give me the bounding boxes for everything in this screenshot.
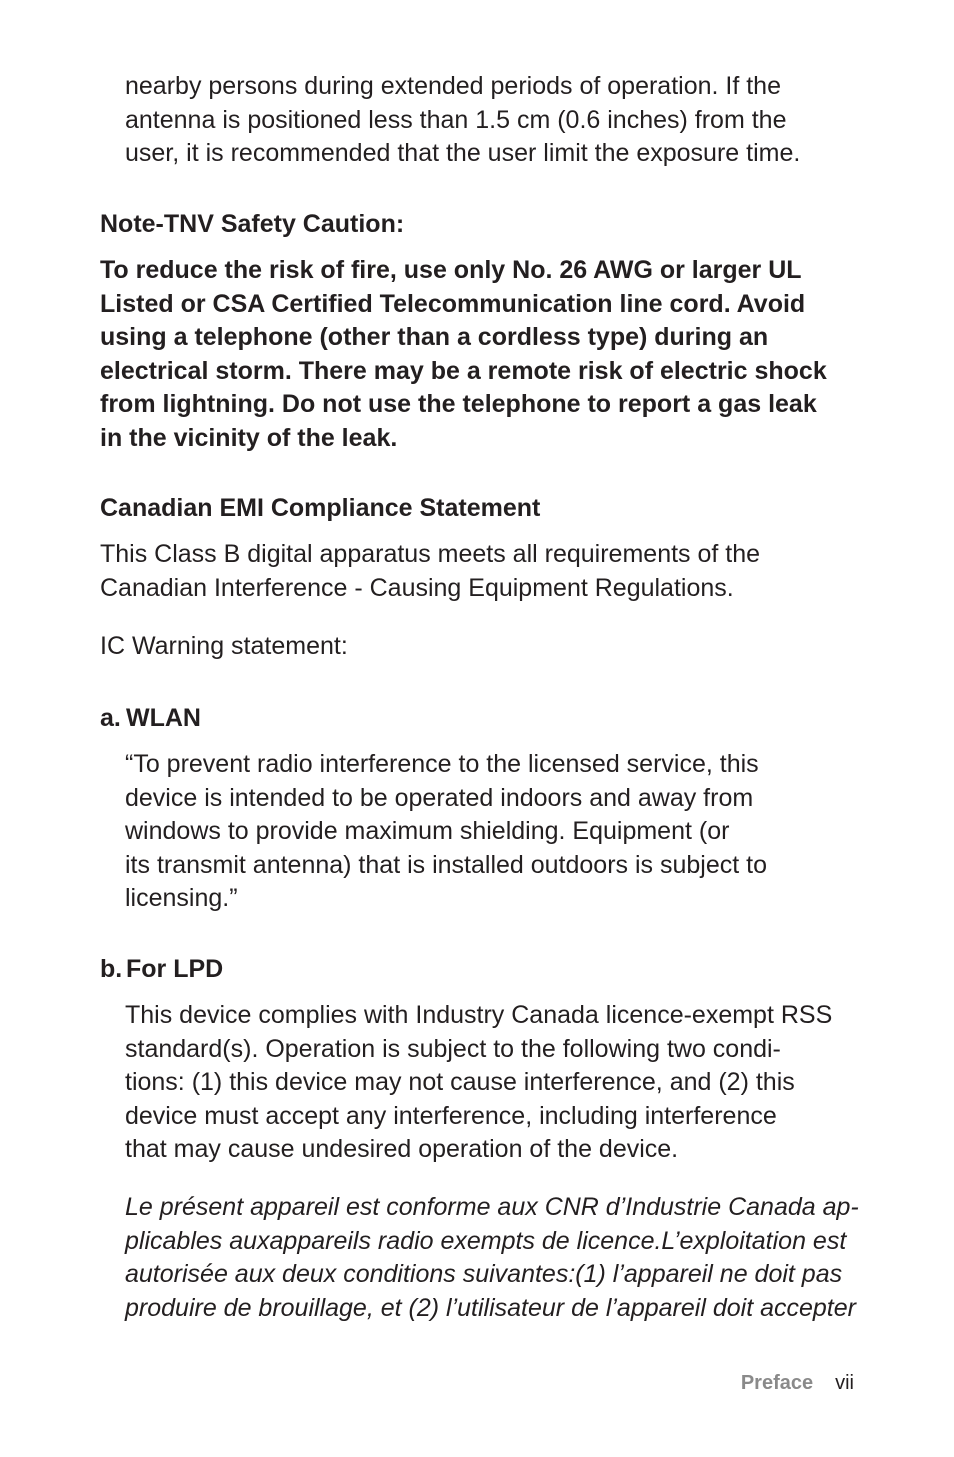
canadian-emi-heading: Canadian EMI Compliance Statement bbox=[100, 494, 541, 522]
lpd-heading: For LPD bbox=[126, 955, 224, 983]
tnv-caution-paragraph: To reduce the risk of fire, use only No. 26 AWG or larger UL Listed or CSA Certified Telecommunication line cord. Avoid using a telephone (other than a cordless type) during an electrical storm. There may be a remote risk of electric shock from lightning. Do not use the telephone to report a gas leak in the vicinity of the leak. bbox=[100, 256, 827, 452]
list-marker-b: b. bbox=[100, 955, 123, 983]
lpd-french-paragraph: Le présent appareil est conforme aux CNR d’Industrie Canada ap- plicables auxappareils radio exempts de licence.L’exploitation est autorisée aux deux conditions suivantes:(1) l’appareil ne doit pas produire de brouillage, et (2) l’utilisateur de l’appareil doit accepter bbox=[125, 1193, 859, 1322]
lpd-paragraph: This device complies with Industry Canada licence-exempt RSS standard(s). Operation is subject to the following two condi- tions: (1) this device may not cause interference, and (2) this device must accept any interference, including interference that may cause undesired operation of the device. bbox=[125, 1001, 833, 1164]
ic-warning-label: IC Warning statement: bbox=[100, 632, 348, 660]
wlan-heading: WLAN bbox=[126, 704, 201, 732]
intro-continuation-paragraph: nearby persons during extended periods of operation. If the antenna is positioned less than 1.5 cm (0.6 inches) from the user, it is recommended that the user limit the exposure time. bbox=[125, 72, 801, 168]
canadian-emi-paragraph: This Class B digital apparatus meets all requirements of the Canadian Interference - Causing Equipment Regulations. bbox=[100, 540, 761, 602]
tnv-heading: Note-TNV Safety Caution: bbox=[100, 210, 405, 238]
list-marker-a: a. bbox=[100, 704, 121, 732]
page-footer bbox=[741, 1368, 854, 1398]
page-number: vii bbox=[835, 1372, 854, 1394]
wlan-paragraph: “To prevent radio interference to the licensed service, this device is intended to be operated indoors and away from windows to provide maximum shielding. Equipment (or its transmit antenna) that is installed outdoors is subject to licensing.” bbox=[125, 750, 767, 913]
footer-section-name: Preface bbox=[740, 1372, 814, 1394]
